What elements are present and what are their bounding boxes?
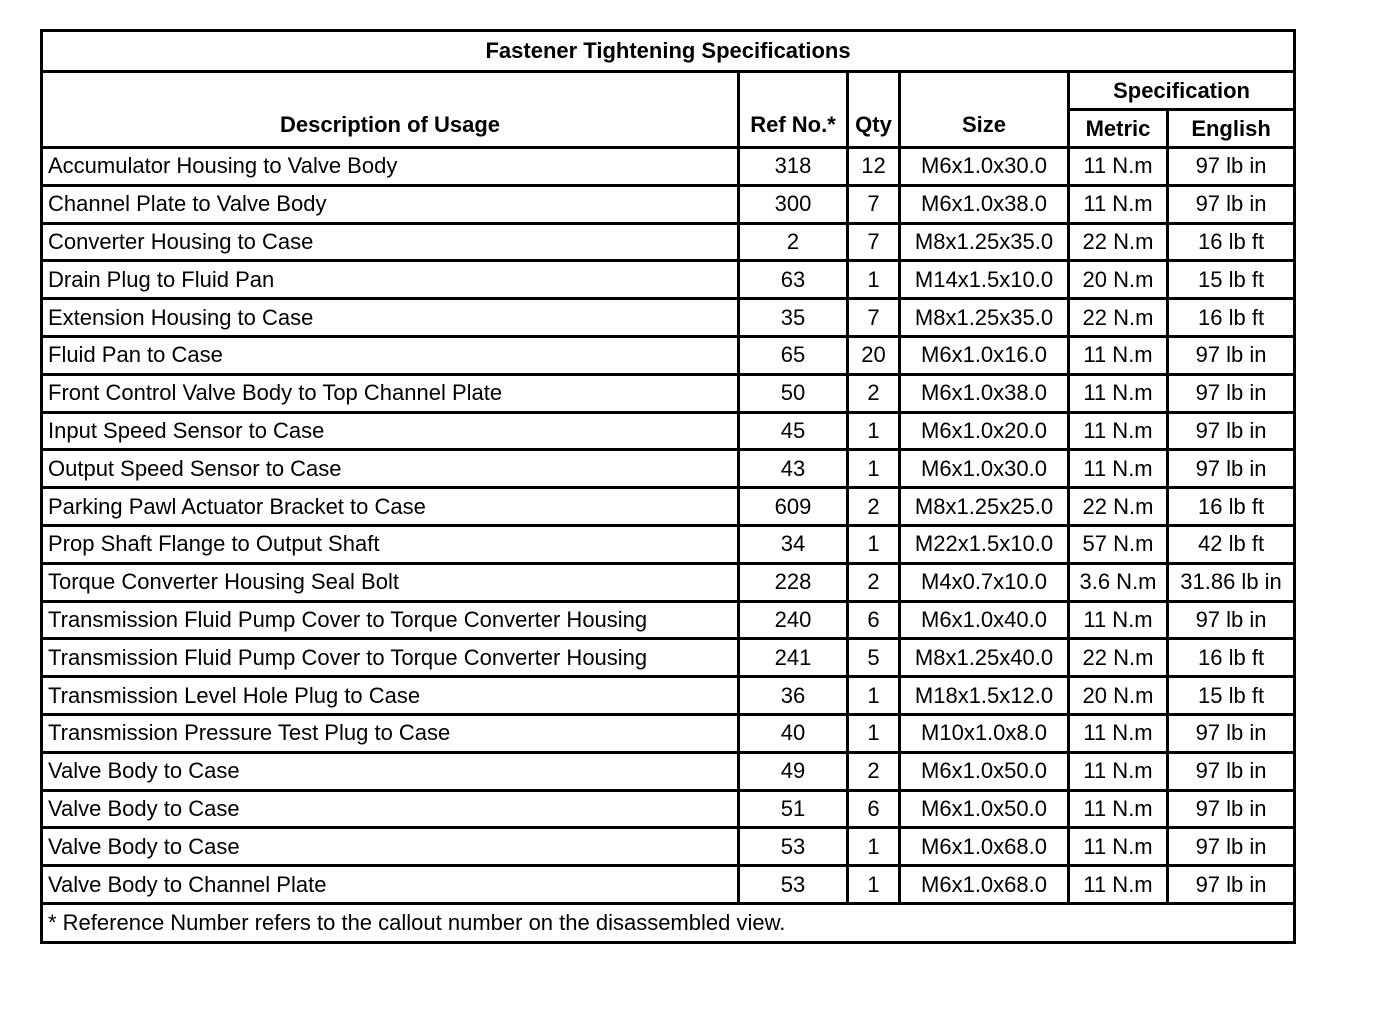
cell-description: Channel Plate to Valve Body bbox=[42, 185, 739, 223]
cell-metric: 3.6 N.m bbox=[1069, 563, 1168, 601]
cell-size: M6x1.0x68.0 bbox=[900, 866, 1069, 904]
cell-ref: 50 bbox=[739, 374, 848, 412]
cell-qty: 1 bbox=[848, 261, 900, 299]
cell-qty: 2 bbox=[848, 563, 900, 601]
cell-size: M8x1.25x25.0 bbox=[900, 488, 1069, 526]
table-row bbox=[42, 450, 1295, 488]
cell-metric: 11 N.m bbox=[1069, 148, 1168, 186]
table-row bbox=[42, 563, 1295, 601]
cell-ref: 36 bbox=[739, 677, 848, 715]
table-row bbox=[42, 752, 1295, 790]
cell-qty: 1 bbox=[848, 714, 900, 752]
table-row bbox=[42, 185, 1295, 223]
cell-english: 42 lb ft bbox=[1168, 525, 1295, 563]
cell-qty: 6 bbox=[848, 790, 900, 828]
cell-size: M6x1.0x40.0 bbox=[900, 601, 1069, 639]
cell-qty: 2 bbox=[848, 374, 900, 412]
cell-metric: 11 N.m bbox=[1069, 828, 1168, 866]
table-row bbox=[42, 223, 1295, 261]
cell-ref: 318 bbox=[739, 148, 848, 186]
cell-english: 97 lb in bbox=[1168, 752, 1295, 790]
cell-metric: 11 N.m bbox=[1069, 450, 1168, 488]
cell-ref: 53 bbox=[739, 828, 848, 866]
footnote: * Reference Number refers to the callout number on the disassembled view. bbox=[42, 903, 1295, 942]
table-row bbox=[42, 525, 1295, 563]
cell-qty: 1 bbox=[848, 412, 900, 450]
table-row bbox=[42, 790, 1295, 828]
cell-ref: 240 bbox=[739, 601, 848, 639]
cell-metric: 11 N.m bbox=[1069, 185, 1168, 223]
cell-size: M22x1.5x10.0 bbox=[900, 525, 1069, 563]
cell-metric: 11 N.m bbox=[1069, 336, 1168, 374]
cell-size: M6x1.0x30.0 bbox=[900, 450, 1069, 488]
table-row bbox=[42, 714, 1295, 752]
table-row bbox=[42, 374, 1295, 412]
cell-qty: 1 bbox=[848, 525, 900, 563]
cell-metric: 11 N.m bbox=[1069, 866, 1168, 904]
cell-metric: 22 N.m bbox=[1069, 223, 1168, 261]
cell-size: M10x1.0x8.0 bbox=[900, 714, 1069, 752]
cell-description: Transmission Fluid Pump Cover to Torque Converter Housing bbox=[42, 639, 739, 677]
cell-metric: 11 N.m bbox=[1069, 752, 1168, 790]
cell-english: 15 lb ft bbox=[1168, 677, 1295, 715]
cell-ref: 228 bbox=[739, 563, 848, 601]
cell-description: Extension Housing to Case bbox=[42, 299, 739, 337]
cell-description: Fluid Pan to Case bbox=[42, 336, 739, 374]
cell-size: M4x0.7x10.0 bbox=[900, 563, 1069, 601]
cell-size: M6x1.0x30.0 bbox=[900, 148, 1069, 186]
cell-metric: 20 N.m bbox=[1069, 261, 1168, 299]
cell-english: 97 lb in bbox=[1168, 601, 1295, 639]
cell-size: M18x1.5x12.0 bbox=[900, 677, 1069, 715]
cell-metric: 22 N.m bbox=[1069, 639, 1168, 677]
cell-size: M6x1.0x50.0 bbox=[900, 790, 1069, 828]
cell-english: 97 lb in bbox=[1168, 714, 1295, 752]
cell-english: 97 lb in bbox=[1168, 828, 1295, 866]
cell-qty: 6 bbox=[848, 601, 900, 639]
cell-description: Valve Body to Channel Plate bbox=[42, 866, 739, 904]
cell-ref: 63 bbox=[739, 261, 848, 299]
cell-qty: 5 bbox=[848, 639, 900, 677]
cell-ref: 43 bbox=[739, 450, 848, 488]
cell-english: 16 lb ft bbox=[1168, 639, 1295, 677]
header-metric: Metric bbox=[1069, 110, 1168, 148]
cell-qty: 7 bbox=[848, 185, 900, 223]
table-row bbox=[42, 336, 1295, 374]
cell-metric: 22 N.m bbox=[1069, 299, 1168, 337]
cell-english: 97 lb in bbox=[1168, 148, 1295, 186]
header-row bbox=[42, 72, 1295, 110]
table-row bbox=[42, 677, 1295, 715]
cell-description: Transmission Pressure Test Plug to Case bbox=[42, 714, 739, 752]
cell-metric: 11 N.m bbox=[1069, 412, 1168, 450]
cell-size: M8x1.25x35.0 bbox=[900, 223, 1069, 261]
cell-ref: 300 bbox=[739, 185, 848, 223]
header-ref: Ref No.* bbox=[739, 72, 848, 148]
cell-metric: 11 N.m bbox=[1069, 790, 1168, 828]
cell-english: 97 lb in bbox=[1168, 450, 1295, 488]
table-row bbox=[42, 299, 1295, 337]
cell-metric: 20 N.m bbox=[1069, 677, 1168, 715]
table-row bbox=[42, 601, 1295, 639]
cell-english: 31.86 lb in bbox=[1168, 563, 1295, 601]
cell-ref: 34 bbox=[739, 525, 848, 563]
cell-qty: 2 bbox=[848, 752, 900, 790]
table-row bbox=[42, 639, 1295, 677]
table-title: Fastener Tightening Specifications bbox=[42, 31, 1295, 72]
table-row bbox=[42, 261, 1295, 299]
cell-size: M6x1.0x38.0 bbox=[900, 374, 1069, 412]
cell-qty: 7 bbox=[848, 299, 900, 337]
cell-english: 97 lb in bbox=[1168, 790, 1295, 828]
cell-size: M8x1.25x35.0 bbox=[900, 299, 1069, 337]
cell-ref: 65 bbox=[739, 336, 848, 374]
table-row bbox=[42, 488, 1295, 526]
table-title-row bbox=[42, 31, 1295, 72]
table-row bbox=[42, 828, 1295, 866]
cell-size: M6x1.0x20.0 bbox=[900, 412, 1069, 450]
cell-qty: 1 bbox=[848, 677, 900, 715]
cell-size: M6x1.0x68.0 bbox=[900, 828, 1069, 866]
cell-size: M6x1.0x50.0 bbox=[900, 752, 1069, 790]
cell-ref: 51 bbox=[739, 790, 848, 828]
cell-ref: 53 bbox=[739, 866, 848, 904]
cell-description: Front Control Valve Body to Top Channel Plate bbox=[42, 374, 739, 412]
table-body bbox=[42, 148, 1295, 904]
cell-size: M8x1.25x40.0 bbox=[900, 639, 1069, 677]
cell-description: Valve Body to Case bbox=[42, 790, 739, 828]
cell-size: M14x1.5x10.0 bbox=[900, 261, 1069, 299]
table-row bbox=[42, 148, 1295, 186]
table-row bbox=[42, 412, 1295, 450]
cell-qty: 1 bbox=[848, 450, 900, 488]
cell-ref: 49 bbox=[739, 752, 848, 790]
header-qty: Qty bbox=[848, 72, 900, 148]
header-specification: Specification bbox=[1069, 72, 1295, 110]
cell-ref: 35 bbox=[739, 299, 848, 337]
cell-metric: 11 N.m bbox=[1069, 374, 1168, 412]
table-row bbox=[42, 866, 1295, 904]
cell-english: 16 lb ft bbox=[1168, 299, 1295, 337]
cell-description: Drain Plug to Fluid Pan bbox=[42, 261, 739, 299]
cell-english: 97 lb in bbox=[1168, 412, 1295, 450]
cell-description: Transmission Level Hole Plug to Case bbox=[42, 677, 739, 715]
cell-description: Output Speed Sensor to Case bbox=[42, 450, 739, 488]
cell-qty: 1 bbox=[848, 828, 900, 866]
cell-english: 16 lb ft bbox=[1168, 488, 1295, 526]
cell-ref: 40 bbox=[739, 714, 848, 752]
footnote-row bbox=[42, 903, 1295, 942]
cell-description: Torque Converter Housing Seal Bolt bbox=[42, 563, 739, 601]
cell-english: 97 lb in bbox=[1168, 866, 1295, 904]
cell-ref: 2 bbox=[739, 223, 848, 261]
cell-size: M6x1.0x16.0 bbox=[900, 336, 1069, 374]
cell-description: Accumulator Housing to Valve Body bbox=[42, 148, 739, 186]
header-size: Size bbox=[900, 72, 1069, 148]
cell-description: Valve Body to Case bbox=[42, 828, 739, 866]
cell-ref: 241 bbox=[739, 639, 848, 677]
cell-qty: 2 bbox=[848, 488, 900, 526]
cell-description: Input Speed Sensor to Case bbox=[42, 412, 739, 450]
cell-english: 97 lb in bbox=[1168, 336, 1295, 374]
cell-ref: 45 bbox=[739, 412, 848, 450]
cell-description: Converter Housing to Case bbox=[42, 223, 739, 261]
cell-english: 97 lb in bbox=[1168, 185, 1295, 223]
cell-metric: 57 N.m bbox=[1069, 525, 1168, 563]
header-english: English bbox=[1168, 110, 1295, 148]
cell-description: Transmission Fluid Pump Cover to Torque Converter Housing bbox=[42, 601, 739, 639]
cell-metric: 11 N.m bbox=[1069, 714, 1168, 752]
cell-english: 16 lb ft bbox=[1168, 223, 1295, 261]
cell-metric: 22 N.m bbox=[1069, 488, 1168, 526]
cell-qty: 7 bbox=[848, 223, 900, 261]
cell-size: M6x1.0x38.0 bbox=[900, 185, 1069, 223]
fastener-spec-table bbox=[40, 29, 1296, 944]
cell-english: 15 lb ft bbox=[1168, 261, 1295, 299]
cell-qty: 1 bbox=[848, 866, 900, 904]
cell-english: 97 lb in bbox=[1168, 374, 1295, 412]
cell-description: Parking Pawl Actuator Bracket to Case bbox=[42, 488, 739, 526]
cell-description: Valve Body to Case bbox=[42, 752, 739, 790]
cell-description: Prop Shaft Flange to Output Shaft bbox=[42, 525, 739, 563]
cell-qty: 12 bbox=[848, 148, 900, 186]
cell-ref: 609 bbox=[739, 488, 848, 526]
cell-metric: 11 N.m bbox=[1069, 601, 1168, 639]
header-description: Description of Usage bbox=[42, 72, 739, 148]
cell-qty: 20 bbox=[848, 336, 900, 374]
